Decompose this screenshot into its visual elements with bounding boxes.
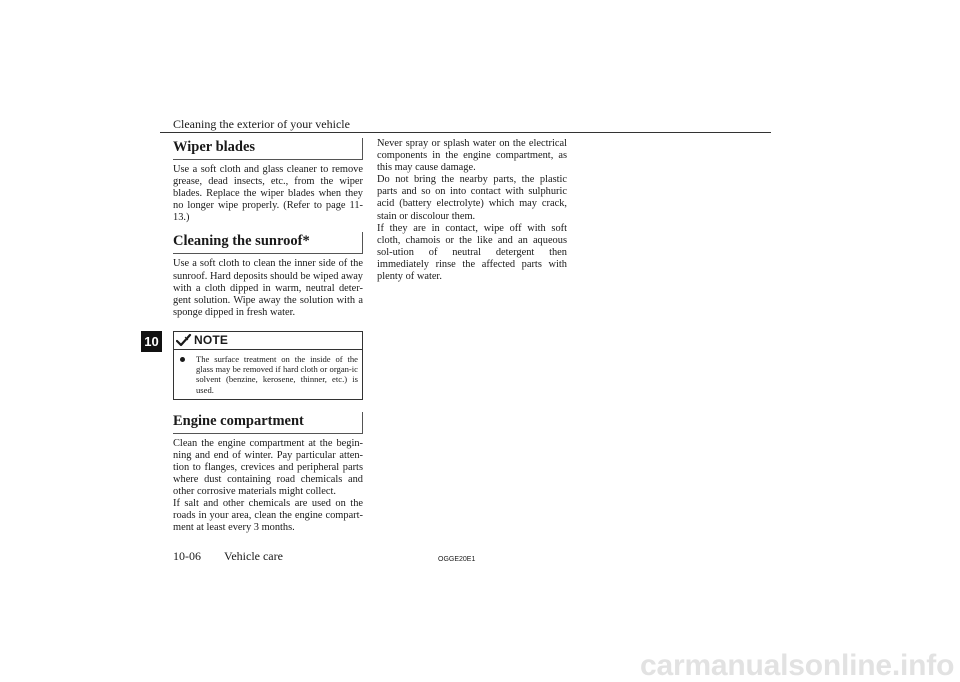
wiper-blades-text: Use a soft cloth and glass cleaner to remove grease, dead insects, etc., from the wiper blades. Replace the wiper blades when they no longer wipe properly. (Refer to page 11-13.) — [173, 164, 363, 224]
footer-section-name: Vehicle care — [224, 549, 283, 563]
section-heading-wiper-blades — [173, 138, 363, 160]
note-box — [173, 331, 363, 400]
engine-compartment-text-2: If salt and other chemicals are used on the roads in your area, clean the engine compart-ment at least every 3 months. — [173, 498, 363, 534]
note-item-text: The surface treatment on the inside of the glass may be removed if hard cloth or organ-ic solvent (benzine, kerosene, thinner, etc.) is used. — [196, 353, 358, 395]
sunroof-text: Use a soft cloth to clean the inner side of the sunroof. Hard deposits should be wiped away with a cloth dipped in warm, neutral deter-gent solution. Wipe away the solution with a sponge dipped in fresh water. — [173, 258, 363, 318]
bullet-icon — [180, 357, 185, 362]
note-item — [174, 350, 362, 399]
section-heading-sunroof — [173, 232, 363, 254]
right-paragraph-2: Do not bring the nearby parts, the plastic parts and so on into contact with sulphuric acid (battery electrolyte) which may crack, stain or discolour them. — [377, 174, 567, 222]
chapter-tab: 10 — [141, 331, 162, 352]
right-paragraph-3: If they are in contact, wipe off with soft cloth, chamois or the like and an aqueous sol-ution of neutral detergent then immediately rinse the affected parts with plenty of water. — [377, 222, 567, 283]
engine-compartment-text-1: Clean the engine compartment at the begin-ning and end of winter. Pay particular atten-tion to flanges, crevices and peripheral parts where dust containing road chemicals and other corrosive materials might collect. — [173, 437, 363, 498]
heading-divider — [362, 138, 363, 160]
watermark: carmanualsonline.info — [640, 649, 955, 682]
pencil-check-icon — [176, 333, 192, 347]
heading-text: Engine compartment — [173, 412, 304, 429]
heading-divider — [362, 412, 363, 434]
footer-page-number: 10-06 — [173, 549, 201, 563]
heading-text: Cleaning the sunroof* — [173, 233, 310, 250]
heading-divider — [362, 232, 363, 254]
right-paragraph-1: Never spray or splash water on the electrical components in the engine compartment, as this may cause damage. — [377, 138, 567, 174]
left-column — [173, 138, 363, 535]
section-heading-engine-compartment — [173, 412, 363, 434]
footer-doc-code: OGGE20E1 — [438, 556, 476, 563]
page-header-title: Cleaning the exterior of your vehicle — [173, 117, 350, 131]
heading-text: Wiper blades — [173, 139, 256, 155]
right-column — [377, 138, 567, 283]
note-label: NOTE — [194, 333, 229, 348]
note-header — [174, 332, 362, 350]
header-rule — [160, 132, 771, 133]
